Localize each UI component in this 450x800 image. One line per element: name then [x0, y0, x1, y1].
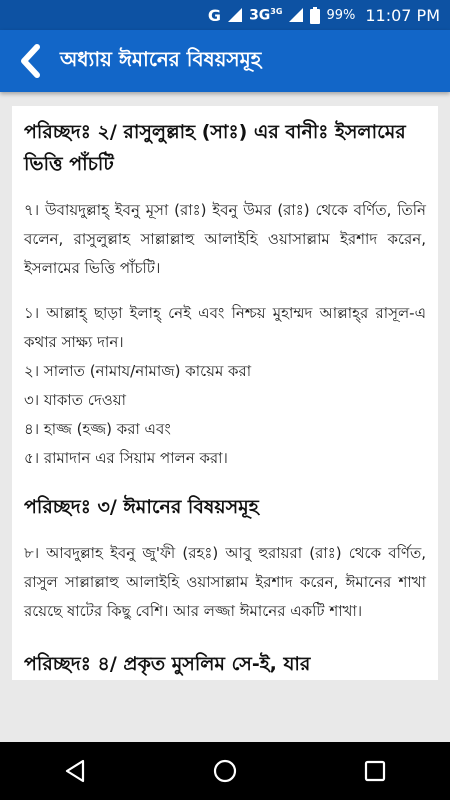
back-button[interactable]	[0, 30, 60, 92]
content-scroll-area[interactable]	[12, 92, 438, 742]
hadith-paragraph: ৮। আবদুল্লাহ ইবনু জু'ফী (রহঃ) আবু হুরায়রা (রাঃ) থেকে বর্ণিত, রাসুল সাল্লাল্লাহু আলাইহি ওয়াসাল্লাম ইরশাদ করেন, ঈমানের শাখা রয়েছে ষাটের কিছু বেশি। আর লজ্জা ঈমানের একটি শাখা।	[24, 544, 426, 620]
circle-home-icon	[213, 759, 237, 783]
list-item: ৩। যাকাত দেওয়া	[24, 391, 126, 409]
app-bar	[0, 30, 450, 92]
nav-back-button[interactable]	[45, 742, 105, 800]
clock: 11:07 PM	[365, 5, 440, 25]
section-heading: পরিচ্ছদঃ ২/ রাসুলুল্লাহ (সাঃ) এর বানীঃ ইসলামের ভিত্তি পাঁচটি	[24, 121, 406, 175]
signal-icon	[227, 7, 243, 23]
list-item: ৫। রামাদান এর সিয়াম পালন করা।	[24, 449, 228, 467]
carrier-indicator: G	[207, 5, 222, 25]
section-heading: পরিচ্ছদঃ ৩/ ঈমানের বিষয়সমূহ	[24, 496, 259, 518]
signal-strength-icon	[288, 7, 304, 23]
battery-icon	[310, 7, 320, 24]
nav-home-button[interactable]	[195, 742, 255, 800]
square-recents-icon	[364, 760, 386, 782]
chapter-card	[12, 106, 438, 680]
page-title: অধ্যায় ঈমানের বিষয়সমূহ	[60, 46, 262, 71]
hadith-paragraph: ৭। উবায়দুল্লাহ্‌ ইবনু মূসা (রাঃ) ইবনু উমর (রাঃ) থেকে বর্ণিত, তিনি বলেন, রাসুলুল্লাহ সাল্লাল্লাহু আলাইহি ওয়াসাল্লাম ইরশাদ করেন, ইসলামের ভিত্তি পাঁচটি।	[24, 201, 426, 277]
network-type: $3G^{3G}$	[249, 6, 283, 24]
pillars-list	[24, 299, 426, 473]
chevron-left-icon	[19, 44, 41, 78]
list-item: ১। আল্লাহ্‌ ছাড়া ইলাহ্‌ নেই এবং নিশ্চয় মুহাম্মদ আল্লাহ্‌র রাসূল-এ কথার সাক্ষ্য দান।	[24, 304, 426, 351]
nav-recents-button[interactable]	[345, 742, 405, 800]
triangle-back-icon	[64, 759, 86, 783]
status-bar	[0, 0, 450, 30]
list-item: ২। সালাত (নামায/নামাজ) কায়েম করা	[24, 362, 252, 380]
list-item: ৪। হাজ্জ (হজ্জ) করা এবং	[24, 420, 171, 438]
battery-percent: 99%	[326, 7, 356, 23]
system-nav-bar	[0, 742, 450, 800]
section-heading: পরিচ্ছদঃ ৪/ প্রকৃত মুসলিম সে-ই, যার	[24, 653, 311, 675]
